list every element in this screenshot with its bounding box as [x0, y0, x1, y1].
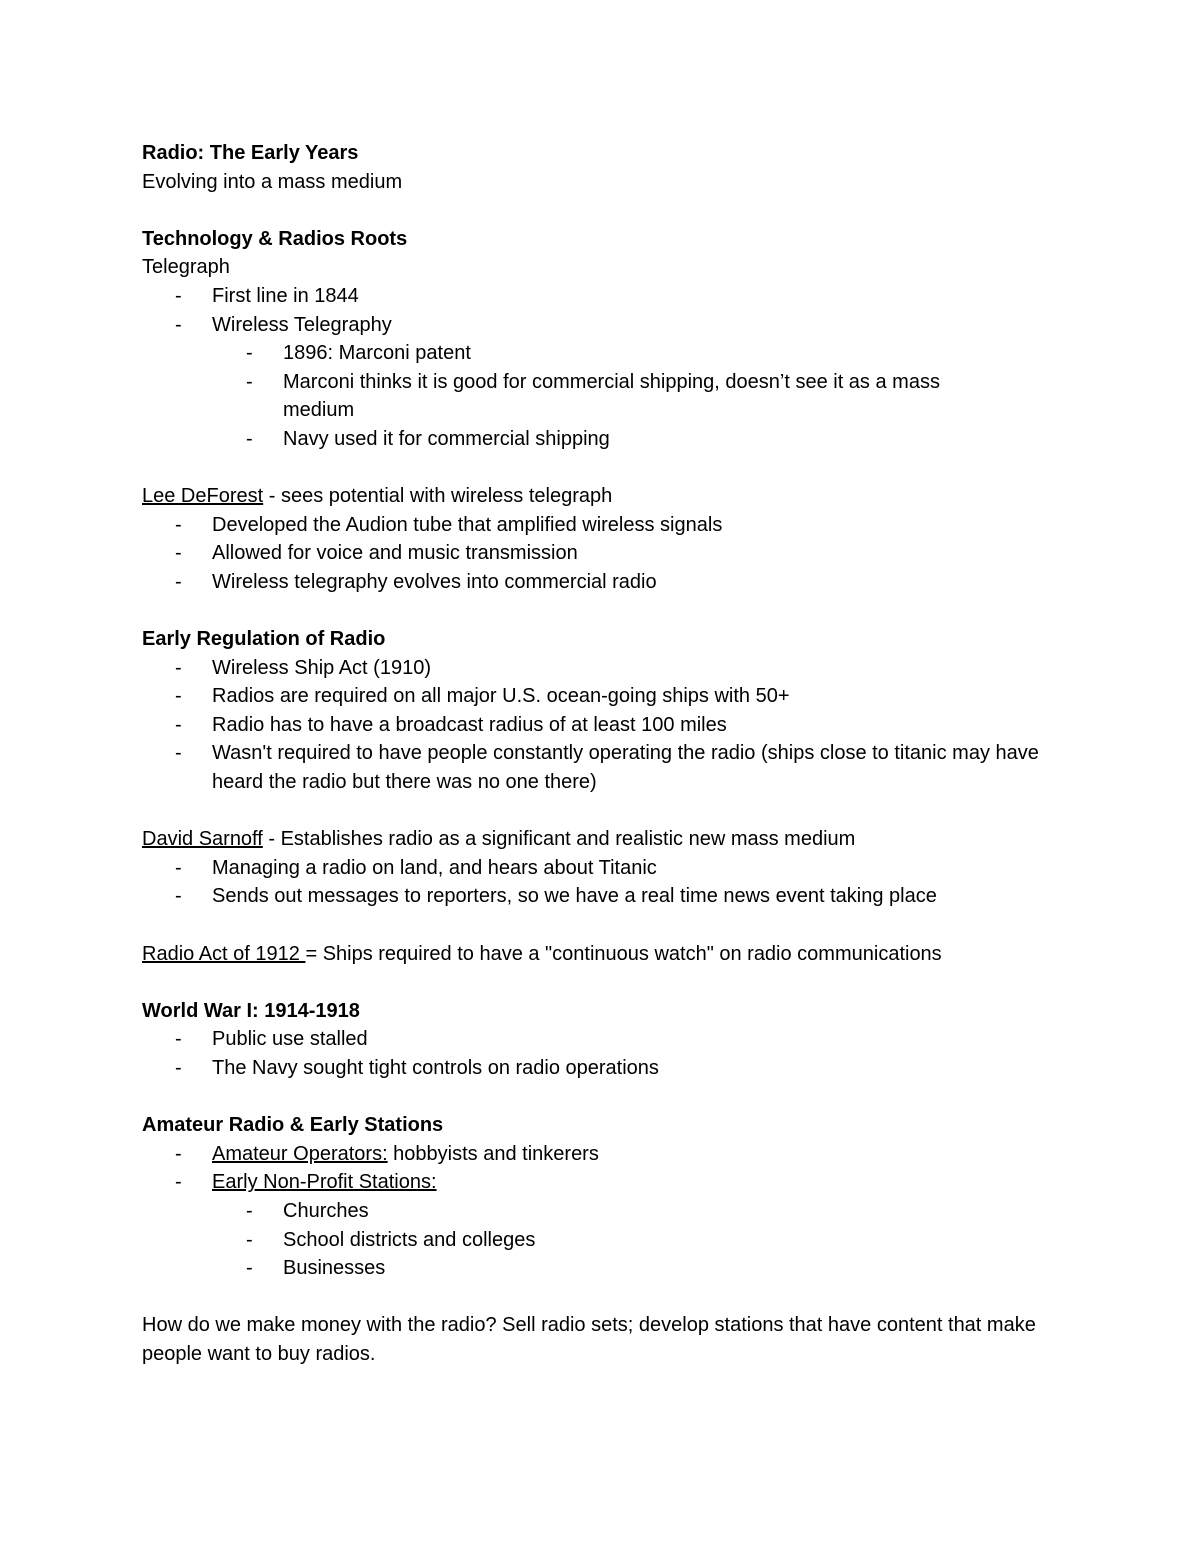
list-item: - Public use stalled — [142, 1025, 1062, 1054]
list-subitem: - Marconi thinks it is good for commercial shipping, doesn’t see it as a mass medium — [142, 368, 993, 425]
bullet-dash: - — [246, 1199, 253, 1222]
list-item: - Wasn't required to have people constantly operating the radio (ships close to titanic may have heard the radio but there was no one there) — [142, 739, 1062, 796]
bullet-dash: - — [175, 856, 182, 879]
bullet-dash: - — [175, 1171, 182, 1194]
spacer — [142, 911, 1062, 940]
list-subitem: - 1896: Marconi patent — [142, 339, 1062, 368]
spacer — [142, 797, 1062, 826]
bullet-dash: - — [246, 1257, 253, 1280]
name-david-sarnoff: David Sarnoff — [142, 828, 263, 851]
bullet-dash: - — [175, 513, 182, 536]
list-item: - Wireless telegraphy evolves into commercial radio — [142, 568, 1062, 597]
list-item: - Wireless Telegraphy — [142, 311, 1062, 340]
bullet-dash: - — [175, 685, 182, 708]
bullet-dash: - — [246, 1228, 253, 1251]
subheading-telegraph: Telegraph — [142, 256, 230, 279]
list-item: - Wireless Ship Act (1910) — [142, 654, 1062, 683]
radio-act-line: Radio Act of 1912 = Ships required to have a "continuous watch" on radio communications — [142, 942, 942, 965]
list-item: - Amateur Operators: hobbyists and tinkerers — [142, 1140, 1062, 1169]
list-item: - Radios are required on all major U.S. ocean-going ships with 50+ — [142, 682, 1062, 711]
list-subitem: - Churches — [142, 1197, 1062, 1226]
spacer — [142, 196, 1062, 225]
list-item: - The Navy sought tight controls on radio operations — [142, 1054, 1062, 1083]
bullet-dash: - — [246, 427, 253, 450]
list-subitem: - School districts and colleges — [142, 1226, 1062, 1255]
bullet-dash: - — [175, 570, 182, 593]
list-item — [142, 1168, 1062, 1197]
document-title: Radio: The Early Years — [142, 142, 359, 164]
list-subitem: - Businesses — [142, 1254, 1062, 1283]
section-heading-amateur: Amateur Radio & Early Stations — [142, 1114, 444, 1137]
list-item: - Radio has to have a broadcast radius of at least 100 miles — [142, 711, 1062, 740]
name-lee-deforest: Lee DeForest — [142, 485, 264, 508]
spacer — [142, 597, 1062, 626]
list-item: - Managing a radio on land, and hears about Titanic — [142, 854, 1062, 883]
bullet-dash: - — [175, 885, 182, 908]
section-heading-technology: Technology & Radios Roots — [142, 227, 408, 250]
list-item: - Allowed for voice and music transmission — [142, 539, 1062, 568]
bullet-dash: - — [175, 713, 182, 736]
list-item: - Sends out messages to reporters, so we have a real time news event taking place — [142, 882, 1062, 911]
list-item: - First line in 1844 — [142, 282, 1062, 311]
bullet-dash: - — [175, 313, 182, 336]
bullet-dash: - — [175, 542, 182, 565]
spacer — [142, 1283, 1062, 1312]
bullet-dash: - — [246, 370, 253, 393]
spacer — [142, 1083, 1062, 1112]
bullet-dash: - — [175, 1142, 182, 1165]
document-body — [142, 139, 1062, 1369]
term-radio-act-1912: Radio Act of 1912 — [142, 942, 306, 965]
spacer — [142, 968, 1062, 997]
sarnoff-line: David Sarnoff - Establishes radio as a significant and realistic new mass medium — [142, 828, 856, 851]
closing-paragraph: How do we make money with the radio? Sell radio sets; develop stations that have content that make people want to buy radios. — [142, 1314, 1036, 1365]
section-heading-ww1: World War I: 1914-1918 — [142, 999, 360, 1022]
bullet-dash: - — [175, 742, 182, 765]
bullet-dash: - — [175, 1028, 182, 1051]
term-amateur-operators: Amateur Operators: — [212, 1142, 388, 1165]
bullet-dash: - — [175, 284, 182, 307]
deforest-line: Lee DeForest - sees potential with wireless telegraph — [142, 485, 613, 508]
term-non-profit-stations: Early Non-Profit Stations: — [212, 1171, 437, 1194]
section-heading-regulation: Early Regulation of Radio — [142, 628, 386, 651]
spacer — [142, 454, 1062, 483]
bullet-dash: - — [175, 656, 182, 679]
bullet-dash: - — [175, 1057, 182, 1079]
list-subitem: - Navy used it for commercial shipping — [142, 425, 1062, 454]
list-item: - Developed the Audion tube that amplified wireless signals — [142, 511, 1062, 540]
document-subtitle: Evolving into a mass medium — [142, 170, 403, 193]
bullet-dash: - — [246, 342, 253, 365]
